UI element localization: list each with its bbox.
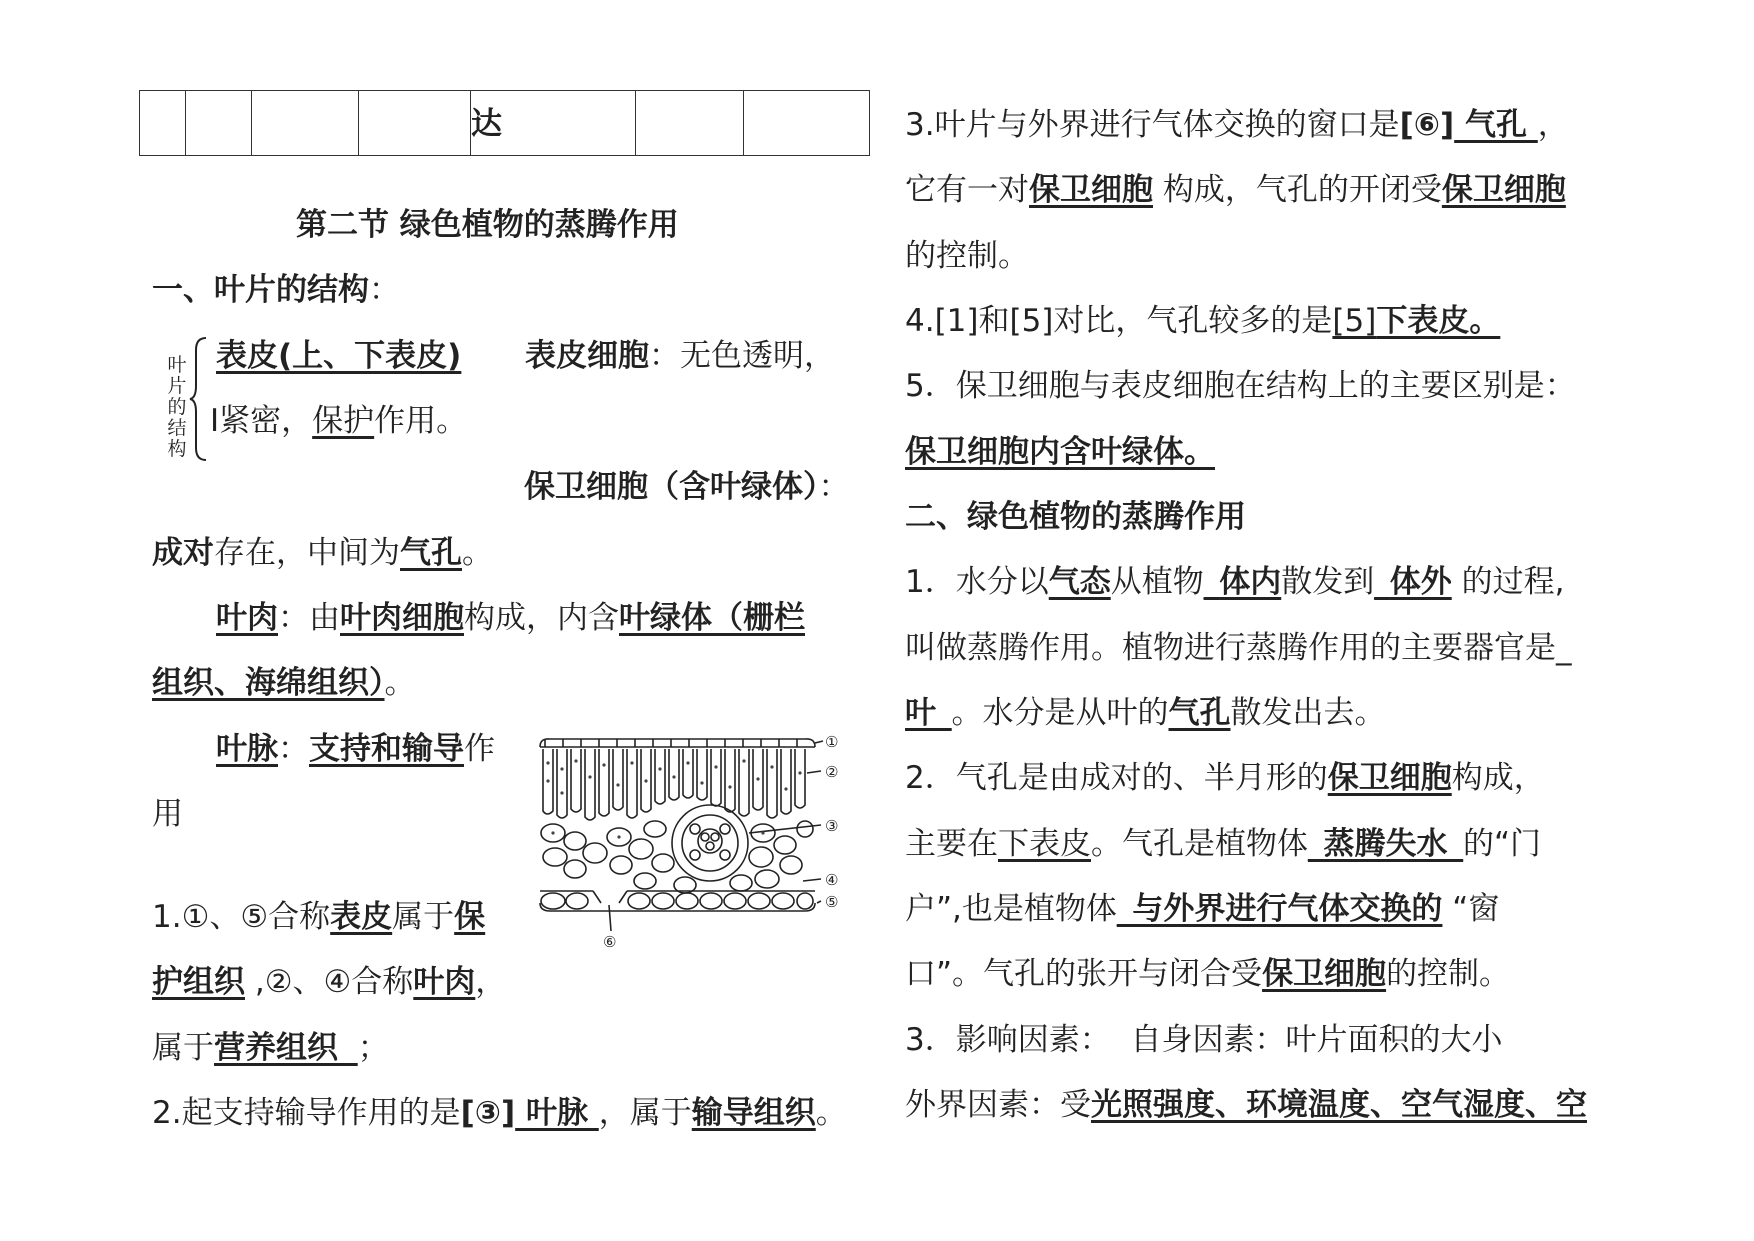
right-para-3: 叶_。水分是从叶的气孔散发出去。 [905, 695, 1386, 731]
question-1-line-3: 属于营养组织 ； [152, 1030, 389, 1066]
question-1-line-2: 护组织 ,②、④合称叶肉， [152, 964, 507, 1000]
figure-label: ⑤ [825, 893, 839, 911]
right-para-8: 3．影响因素： 自身因素：叶片面积的大小 [905, 1022, 1503, 1058]
brace-label: 叶片的结构 [167, 354, 187, 460]
table-cell [140, 91, 186, 155]
right-para-4: 2．气孔是由成对的、半月形的保卫细胞构成， [905, 760, 1545, 796]
table-cell [186, 91, 252, 155]
table-cell [252, 91, 359, 155]
table-cell [359, 91, 471, 155]
figure-label: ⑥ [603, 933, 617, 951]
right-line-1: 3.叶片与外界进行气体交换的窗口是[⑥] 气孔 ， [905, 107, 1569, 143]
right-para-1: 1．水分以气态从植物_体内散发到_体外 的过程, [905, 564, 1565, 600]
epidermis-line: 表皮(上、下表皮) [216, 338, 462, 374]
vein-line: 叶脉：支持和输导作 [216, 731, 495, 767]
epidermis-desc-line: I紧密，保护作用。 [210, 403, 468, 439]
right-para-5: 主要在下表皮。气孔是植物体_蒸腾失水_的“门 [905, 826, 1542, 862]
guard-cell-line: 保卫细胞（含叶绿体）： [524, 469, 850, 505]
question-2-line: 2.起支持输导作用的是[③] 叶脉 ，属于输导组织。 [152, 1095, 847, 1131]
heading-transpiration: 二、绿色植物的蒸腾作用 [905, 499, 1246, 535]
vein-line-2: 用 [152, 796, 183, 832]
right-line-5: 5．保卫细胞与表皮细胞在结构上的主要区别是： [905, 368, 1576, 404]
figure-label: ① [825, 733, 839, 751]
right-para-9: 外界因素：受光照强度、环境温度、空气湿度、空 [905, 1087, 1587, 1123]
table-cell [744, 91, 869, 155]
table-cell [636, 91, 744, 155]
curly-brace-icon [188, 336, 210, 462]
section-title: 第二节 绿色植物的蒸腾作用 [296, 207, 679, 243]
stoma-line: 成对存在，中间为气孔。 [152, 535, 493, 571]
figure-label: ④ [825, 871, 839, 889]
right-para-2: 叫做蒸腾作用。植物进行蒸腾作用的主要器官是_ [905, 630, 1572, 666]
right-para-6: 户”,也是植物体_与外界进行气体交换的 “窗 [905, 891, 1500, 927]
right-line-6: 保卫细胞内含叶绿体。 [905, 434, 1215, 470]
epidermis-cell-line: 表皮细胞：无色透明， [525, 338, 835, 374]
right-para-7: 口”。气孔的张开与闭合受保卫细胞的控制。 [905, 956, 1511, 992]
top-table-fragment [139, 90, 870, 156]
right-line-3: 的控制。 [905, 238, 1029, 274]
right-line-4: 4.[1]和[5]对比，气孔较多的是[5]下表皮。 [905, 303, 1501, 339]
mesophyll-line: 叶肉：由叶肉细胞构成，内含叶绿体（栅栏 [216, 600, 805, 636]
heading-leaf-structure: 一、叶片的结构： [152, 272, 400, 308]
right-line-2: 它有一对保卫细胞 构成，气孔的开闭受保卫细胞 [905, 172, 1566, 208]
figure-label: ③ [825, 817, 839, 835]
leaf-cross-section-diagram [535, 733, 855, 963]
mesophyll-line-2: 组织、海绵组织）。 [152, 665, 416, 701]
table-cell: 达 [471, 91, 636, 155]
figure-label: ② [825, 763, 839, 781]
question-1-line: 1.①、⑤合称表皮属于保 [152, 899, 486, 935]
